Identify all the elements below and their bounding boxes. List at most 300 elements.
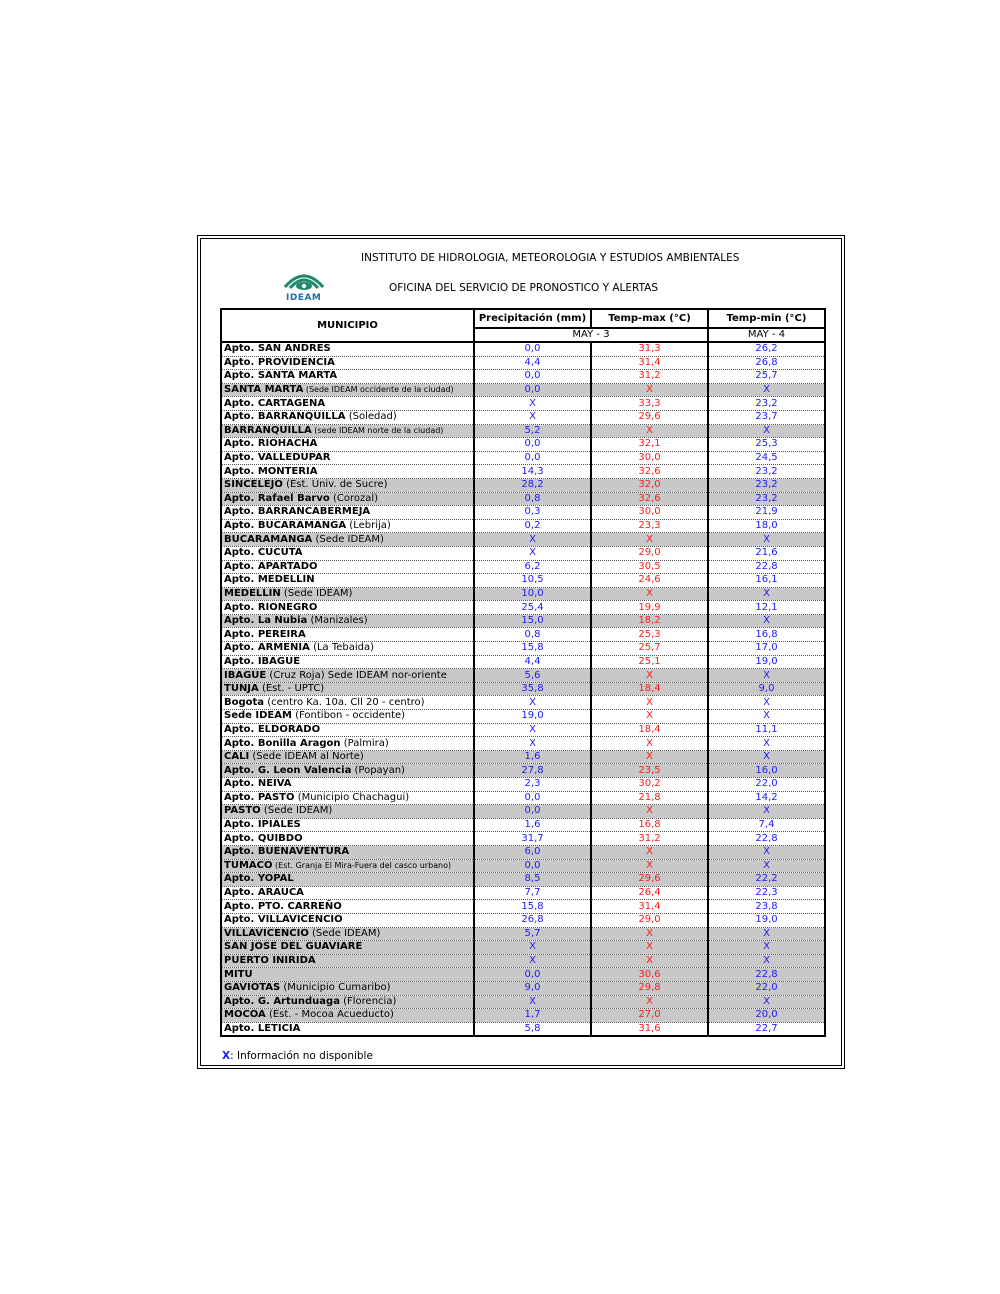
station-name: [221, 818, 474, 832]
temp-max-value: X: [591, 533, 708, 547]
precipitation-value: X: [474, 696, 591, 710]
temp-max-value: 26,4: [591, 886, 708, 900]
station-name-bold: Sede IDEAM: [224, 710, 292, 722]
header-precipitation: Precipitación (mm): [474, 309, 591, 328]
station-name-bold: Apto. QUIBDO: [224, 832, 303, 844]
station-name: [221, 873, 474, 887]
station-name-bold: Apto. VALLEDUPAR: [224, 452, 331, 464]
station-name-detail: (Popayan): [351, 764, 405, 776]
station-name: [221, 628, 474, 642]
station-name: [221, 737, 474, 751]
precipitation-value: 15,8: [474, 900, 591, 914]
station-name-bold: SINCELEJO: [224, 479, 283, 491]
precipitation-value: 0,0: [474, 805, 591, 819]
station-name: [221, 682, 474, 696]
table-row: [221, 791, 825, 805]
station-name-bold: Apto. SANTA MARTA: [224, 370, 338, 382]
precipitation-value: 0,0: [474, 859, 591, 873]
temp-min-value: 19,0: [708, 913, 825, 927]
station-name-detail: (Palmira): [340, 737, 389, 749]
precipitation-value: 0,0: [474, 438, 591, 452]
station-name-detail: (Sede IDEAM): [312, 533, 384, 545]
temp-min-value: 7,4: [708, 818, 825, 832]
temp-min-value: 21,6: [708, 546, 825, 560]
precipitation-value: 1,6: [474, 750, 591, 764]
date-may-4: MAY - 4: [708, 328, 825, 342]
table-row: [221, 927, 825, 941]
table-row: [221, 981, 825, 995]
station-name: [221, 614, 474, 628]
date-may-3: MAY - 3: [474, 328, 708, 342]
temp-min-value: 23,2: [708, 465, 825, 479]
table-row: [221, 682, 825, 696]
station-name-detail: (Fontibon - occidente): [291, 710, 406, 722]
station-name: [221, 642, 474, 656]
temp-max-value: 31,2: [591, 832, 708, 846]
table-row: [221, 750, 825, 764]
station-name-bold: Apto. PROVIDENCIA: [224, 356, 335, 368]
station-name: [221, 519, 474, 533]
temp-min-value: 14,2: [708, 791, 825, 805]
table-row: [221, 954, 825, 968]
precipitation-value: 10,5: [474, 574, 591, 588]
station-name: [221, 370, 474, 384]
weather-table: [220, 308, 826, 1037]
precipitation-value: 0,3: [474, 506, 591, 520]
temp-max-value: 16,8: [591, 818, 708, 832]
legend-mark: X: [222, 1050, 231, 1062]
station-name: [221, 1022, 474, 1036]
table-row: [221, 900, 825, 914]
temp-min-value: 12,1: [708, 601, 825, 615]
station-name-bold: Apto. Rafael Barvo: [224, 492, 330, 504]
temp-max-value: 31,4: [591, 356, 708, 370]
table-row: [221, 574, 825, 588]
station-name-detail: (Sede IDEAM al Norte): [249, 751, 364, 763]
precipitation-value: 27,8: [474, 764, 591, 778]
station-name: [221, 478, 474, 492]
station-name-detail: (centro Ka. 10a. Cll 20 - centro): [264, 696, 425, 708]
precipitation-value: 0,0: [474, 342, 591, 356]
table-row: [221, 465, 825, 479]
table-row: [221, 805, 825, 819]
station-name-detail: (Florencia): [339, 995, 397, 1007]
temp-min-value: 19,0: [708, 655, 825, 669]
station-name-detail: (Sede IDEAM): [280, 587, 353, 599]
precipitation-value: 4,4: [474, 655, 591, 669]
station-name: [221, 696, 474, 710]
temp-max-value: 29,6: [591, 873, 708, 887]
table-row: [221, 451, 825, 465]
table-row: [221, 710, 825, 724]
station-name: [221, 900, 474, 914]
station-name-detail: (Manizales): [307, 615, 368, 627]
temp-min-value: 17,0: [708, 642, 825, 656]
station-name-detail: (Est. - UPTC): [258, 683, 325, 695]
station-name-detail: (Cruz Roja) Sede IDEAM nor-oriente: [266, 669, 447, 681]
station-name-bold: GAVIOTAS: [224, 982, 281, 994]
temp-min-value: 22,8: [708, 832, 825, 846]
temp-max-value: 24,6: [591, 574, 708, 588]
table-row: [221, 832, 825, 846]
station-name: [221, 927, 474, 941]
station-name: [221, 845, 474, 859]
temp-min-value: 23,7: [708, 410, 825, 424]
table-row: [221, 506, 825, 520]
table-row: [221, 546, 825, 560]
station-name: [221, 342, 474, 356]
station-name: [221, 383, 474, 397]
precipitation-value: 6,0: [474, 845, 591, 859]
station-name: [221, 506, 474, 520]
station-name: [221, 397, 474, 411]
precipitation-value: 6,2: [474, 560, 591, 574]
temp-max-value: 23,5: [591, 764, 708, 778]
temp-min-value: X: [708, 954, 825, 968]
temp-min-value: 22,7: [708, 1022, 825, 1036]
temp-max-value: X: [591, 859, 708, 873]
table-row: [221, 764, 825, 778]
temp-max-value: 25,7: [591, 642, 708, 656]
table-row: [221, 628, 825, 642]
table-row: [221, 370, 825, 384]
station-name-bold: MOCOA: [224, 1009, 266, 1021]
table-row: [221, 655, 825, 669]
station-name: [221, 546, 474, 560]
precipitation-value: 28,2: [474, 478, 591, 492]
temp-max-value: 30,2: [591, 778, 708, 792]
station-name-bold: Apto. CARTAGENA: [224, 397, 326, 409]
station-name-detail: (Est. - Mocoa Acueducto): [265, 1009, 394, 1021]
temp-min-value: 22,0: [708, 778, 825, 792]
temp-max-value: 30,0: [591, 451, 708, 465]
table-row: [221, 1022, 825, 1036]
station-name-bold: Apto. PTO. CARREÑO: [224, 900, 342, 912]
temp-max-value: 29,0: [591, 913, 708, 927]
temp-min-value: 23,2: [708, 492, 825, 506]
station-name-bold: Apto. IBAGUE: [224, 655, 301, 667]
temp-max-value: 30,6: [591, 968, 708, 982]
station-name-bold: Apto. BARRANCABERMEJA: [224, 506, 371, 518]
station-name-bold: Apto. ARMENIA: [224, 642, 310, 654]
table-row: [221, 642, 825, 656]
table-row: [221, 478, 825, 492]
temp-max-value: 18,4: [591, 682, 708, 696]
temp-max-value: 27,0: [591, 1009, 708, 1023]
precipitation-value: 5,6: [474, 669, 591, 683]
table-row: [221, 818, 825, 832]
temp-min-value: 16,8: [708, 628, 825, 642]
temp-max-value: X: [591, 845, 708, 859]
precipitation-value: X: [474, 723, 591, 737]
station-name: [221, 533, 474, 547]
precipitation-value: 0,0: [474, 370, 591, 384]
table-row: [221, 397, 825, 411]
station-name-bold: TUMACO: [224, 859, 273, 871]
legend-text: : Información no disponible: [230, 1050, 373, 1062]
temp-min-value: X: [708, 533, 825, 547]
station-name-bold: VILLAVICENCIO: [224, 927, 309, 939]
station-name-bold: Apto. NEIVA: [224, 778, 292, 790]
precipitation-value: 0,0: [474, 383, 591, 397]
temp-min-value: X: [708, 845, 825, 859]
temp-max-value: X: [591, 587, 708, 601]
precipitation-value: 5,7: [474, 927, 591, 941]
station-name-bold: MEDELLIN: [224, 587, 281, 599]
precipitation-value: X: [474, 954, 591, 968]
temp-min-value: 16,0: [708, 764, 825, 778]
precipitation-value: 2,3: [474, 778, 591, 792]
table-row: [221, 995, 825, 1009]
station-name-detail: (Soledad): [345, 411, 397, 423]
station-name: [221, 750, 474, 764]
station-name: [221, 492, 474, 506]
temp-min-value: X: [708, 750, 825, 764]
table-row: [221, 342, 825, 356]
station-name-bold: CALI: [224, 751, 250, 763]
station-name-bold: Apto. CUCUTA: [224, 547, 303, 559]
station-name-bold: Apto. ARAUCA: [224, 887, 304, 899]
station-name-bold: Apto. BUENAVENTURA: [224, 846, 350, 858]
station-name: [221, 954, 474, 968]
temp-max-value: 25,1: [591, 655, 708, 669]
station-name-bold: Apto. VILLAVICENCIO: [224, 914, 343, 926]
temp-min-value: X: [708, 587, 825, 601]
temp-min-value: X: [708, 710, 825, 724]
precipitation-value: 25,4: [474, 601, 591, 615]
table-row: [221, 913, 825, 927]
precipitation-value: 19,0: [474, 710, 591, 724]
temp-min-value: X: [708, 805, 825, 819]
precipitation-value: 0,0: [474, 968, 591, 982]
station-name-detail: (sede IDEAM norte de la ciudad): [311, 425, 444, 435]
station-name-bold: Apto. IPIALES: [224, 819, 301, 831]
precipitation-value: 35,8: [474, 682, 591, 696]
precipitation-value: X: [474, 995, 591, 1009]
station-name: [221, 574, 474, 588]
temp-max-value: X: [591, 669, 708, 683]
temp-min-value: X: [708, 737, 825, 751]
table-row: [221, 424, 825, 438]
station-name: [221, 356, 474, 370]
temp-max-value: X: [591, 750, 708, 764]
temp-max-value: 31,2: [591, 370, 708, 384]
temp-min-value: X: [708, 424, 825, 438]
temp-max-value: 30,0: [591, 506, 708, 520]
temp-min-value: X: [708, 669, 825, 683]
temp-min-value: X: [708, 941, 825, 955]
temp-max-value: 32,6: [591, 465, 708, 479]
station-name-bold: Apto. PEREIRA: [224, 628, 306, 640]
station-name-bold: Apto. MONTERIA: [224, 465, 318, 477]
table-row: [221, 438, 825, 452]
temp-min-value: 22,2: [708, 873, 825, 887]
station-name: [221, 710, 474, 724]
table-row: [221, 492, 825, 506]
table-row: [221, 356, 825, 370]
station-name: [221, 941, 474, 955]
temp-min-value: 26,2: [708, 342, 825, 356]
station-name: [221, 968, 474, 982]
station-name-detail: (Municipio Chachagui): [294, 791, 410, 803]
precipitation-value: 0,8: [474, 492, 591, 506]
precipitation-value: 0,2: [474, 519, 591, 533]
temp-min-value: 23,2: [708, 397, 825, 411]
temp-max-value: 21,8: [591, 791, 708, 805]
temp-max-value: 18,4: [591, 723, 708, 737]
station-name: [221, 410, 474, 424]
temp-max-value: 31,6: [591, 1022, 708, 1036]
temp-min-value: 23,2: [708, 478, 825, 492]
station-name: [221, 764, 474, 778]
table-row: [221, 383, 825, 397]
temp-min-value: 25,3: [708, 438, 825, 452]
temp-max-value: 32,1: [591, 438, 708, 452]
table-row: [221, 778, 825, 792]
precipitation-value: 10,0: [474, 587, 591, 601]
station-name-detail: (Sede IDEAM occidente de la ciudad): [303, 385, 454, 395]
station-name: [221, 560, 474, 574]
temp-min-value: 18,0: [708, 519, 825, 533]
station-name: [221, 438, 474, 452]
station-name-bold: MITU: [224, 968, 253, 980]
table-row: [221, 410, 825, 424]
table-row: [221, 669, 825, 683]
temp-min-value: 20,0: [708, 1009, 825, 1023]
temp-min-value: 23,8: [708, 900, 825, 914]
table-row: [221, 873, 825, 887]
table-row: [221, 587, 825, 601]
table-row: [221, 968, 825, 982]
temp-max-value: 32,0: [591, 478, 708, 492]
station-name-bold: Apto. YOPAL: [224, 873, 294, 885]
station-name-bold: Apto. PASTO: [224, 791, 295, 803]
temp-min-value: X: [708, 383, 825, 397]
table-row: [221, 845, 825, 859]
station-name: [221, 601, 474, 615]
temp-min-value: 25,7: [708, 370, 825, 384]
precipitation-value: 4,4: [474, 356, 591, 370]
legend: [222, 1050, 373, 1062]
temp-min-value: 11,1: [708, 723, 825, 737]
temp-max-value: 31,4: [591, 900, 708, 914]
table-row: [221, 859, 825, 873]
temp-max-value: 33,3: [591, 397, 708, 411]
office-title: OFICINA DEL SERVICIO DE PRONOSTICO Y ALERTAS: [389, 282, 659, 294]
station-name-bold: Apto. BUCARAMANGA: [224, 520, 347, 532]
station-name: [221, 723, 474, 737]
temp-max-value: X: [591, 927, 708, 941]
station-name: [221, 859, 474, 873]
temp-min-value: 22,8: [708, 560, 825, 574]
table-row: [221, 1009, 825, 1023]
header-municipio: MUNICIPIO: [221, 309, 474, 342]
station-name-bold: PASTO: [224, 805, 261, 817]
table-row: [221, 533, 825, 547]
station-name-bold: SAN JOSE DEL GUAVIARE: [224, 941, 363, 953]
header-temp-max: Temp-max (°C): [591, 309, 708, 328]
temp-max-value: X: [591, 696, 708, 710]
temp-min-value: X: [708, 995, 825, 1009]
table-row: [221, 723, 825, 737]
station-name-bold: Apto. RIOHACHA: [224, 438, 318, 450]
station-name: [221, 669, 474, 683]
temp-max-value: X: [591, 737, 708, 751]
station-name: [221, 981, 474, 995]
station-name: [221, 778, 474, 792]
precipitation-value: 5,8: [474, 1022, 591, 1036]
station-name-bold: Apto. ELDORADO: [224, 723, 321, 735]
temp-min-value: 24,5: [708, 451, 825, 465]
precipitation-value: 0,0: [474, 791, 591, 805]
table-row: [221, 886, 825, 900]
temp-max-value: 23,3: [591, 519, 708, 533]
precipitation-value: X: [474, 533, 591, 547]
precipitation-value: 14,3: [474, 465, 591, 479]
station-name-detail: (Corozal): [329, 492, 379, 504]
station-name-bold: BARRANQUILLA: [224, 424, 312, 436]
station-name: [221, 451, 474, 465]
precipitation-value: 15,8: [474, 642, 591, 656]
station-name-detail: (Est. Granja El Mira-Fuera del casco urbano): [272, 860, 452, 870]
temp-min-value: X: [708, 696, 825, 710]
institute-title: INSTITUTO DE HIDROLOGIA, METEOROLOGIA Y ESTUDIOS AMBIENTALES: [361, 252, 740, 264]
precipitation-value: X: [474, 397, 591, 411]
station-name-bold: Apto. RIONEGRO: [224, 601, 318, 613]
precipitation-value: X: [474, 546, 591, 560]
temp-max-value: 29,8: [591, 981, 708, 995]
table-row: [221, 601, 825, 615]
temp-max-value: X: [591, 941, 708, 955]
temp-min-value: 9,0: [708, 682, 825, 696]
temp-max-value: 18,2: [591, 614, 708, 628]
precipitation-value: 0,0: [474, 451, 591, 465]
precipitation-value: 1,7: [474, 1009, 591, 1023]
station-name-bold: PUERTO INIRIDA: [224, 955, 316, 967]
precipitation-value: X: [474, 410, 591, 424]
temp-max-value: 31,3: [591, 342, 708, 356]
station-name-detail: (Est. Univ. de Sucre): [282, 479, 388, 491]
precipitation-value: 26,8: [474, 913, 591, 927]
station-name: [221, 913, 474, 927]
temp-min-value: 21,9: [708, 506, 825, 520]
station-name-detail: (La Tebaida): [309, 642, 375, 654]
station-name-bold: IBAGUE: [224, 669, 267, 681]
station-name: [221, 655, 474, 669]
logo-text: IDEAM: [286, 293, 322, 303]
precipitation-value: 31,7: [474, 832, 591, 846]
station-name-bold: Apto. LETICIA: [224, 1022, 301, 1034]
precipitation-value: X: [474, 737, 591, 751]
temp-max-value: 32,6: [591, 492, 708, 506]
station-name: [221, 832, 474, 846]
temp-max-value: X: [591, 995, 708, 1009]
temp-max-value: X: [591, 383, 708, 397]
precipitation-value: 9,0: [474, 981, 591, 995]
station-name-bold: Apto. SAN ANDRES: [224, 343, 331, 355]
temp-min-value: X: [708, 614, 825, 628]
station-name-bold: Apto. G. Leon Valencia: [224, 764, 352, 776]
station-name: [221, 1009, 474, 1023]
station-name: [221, 805, 474, 819]
temp-min-value: 16,1: [708, 574, 825, 588]
station-name: [221, 465, 474, 479]
station-name: [221, 424, 474, 438]
temp-max-value: 19,9: [591, 601, 708, 615]
table-row: [221, 560, 825, 574]
station-name-detail: (Sede IDEAM): [260, 805, 333, 817]
temp-max-value: 30,5: [591, 560, 708, 574]
